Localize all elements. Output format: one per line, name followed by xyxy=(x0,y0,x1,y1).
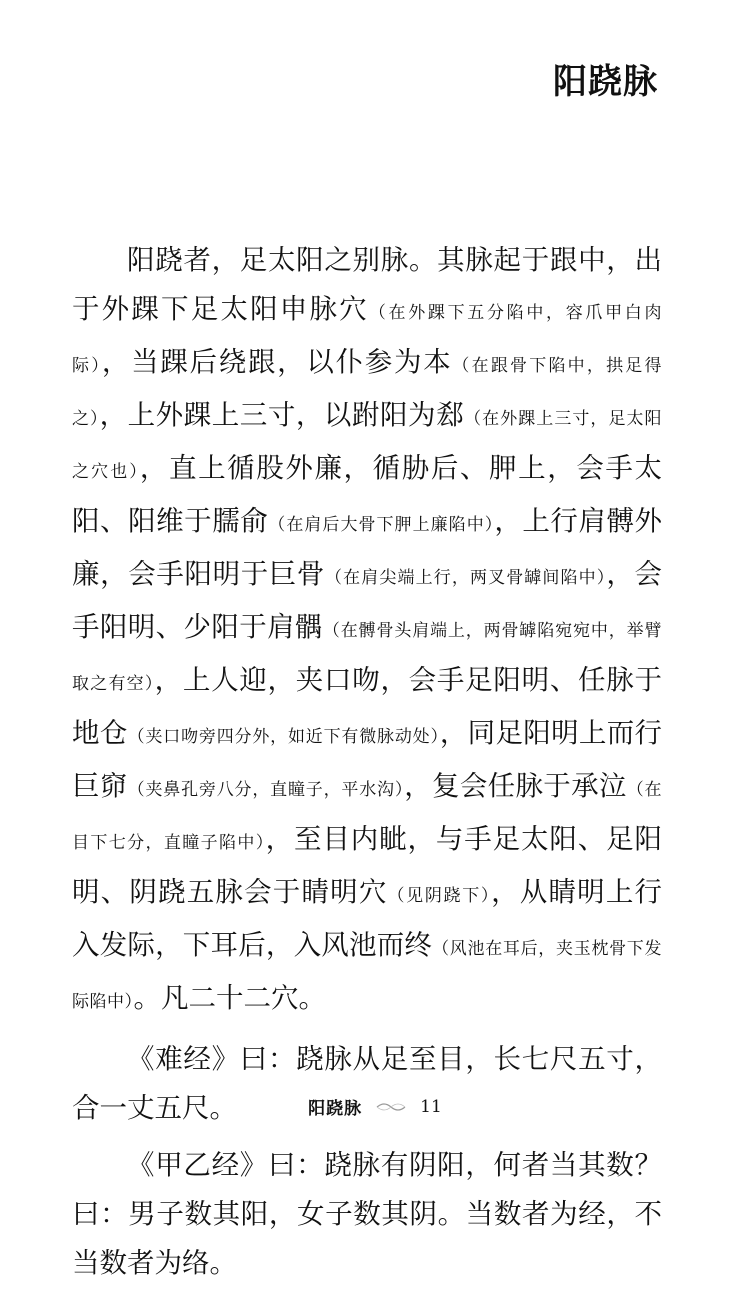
main-text-segment: 阳跷者，足太阳之别脉。其脉起于跟中，出于外踝下足太阳申脉穴 xyxy=(72,244,662,325)
annotation-note: （夹鼻孔旁八分，直瞳子，平水沟） xyxy=(127,780,405,800)
annotation-note: （在肩后大骨下胛上廉陷中） xyxy=(268,515,495,535)
running-title: 阳跷脉 xyxy=(308,1099,363,1119)
main-text-segment: ，上行肩髆外廉，会手阳明于巨骨 xyxy=(72,505,663,590)
body-text xyxy=(72,236,662,1296)
main-text-segment: ，上外踝上三寸，以跗阳为郄 xyxy=(99,399,465,431)
main-text-segment: ，从睛明上行入发际，下耳后，入风池而终 xyxy=(72,876,663,961)
main-text-segment: ，复会任脉于承泣 xyxy=(404,770,627,802)
page-number: 11 xyxy=(420,1096,442,1117)
main-text-segment: ，至目内眦，与手足太阳、足阳明、阴跷五脉会于睛明穴 xyxy=(72,823,662,908)
main-text-segment: ，直上循股外廉，循胁后、胛上，会手太阳、阳维于臑俞 xyxy=(72,452,663,537)
ornament-icon xyxy=(376,1101,406,1113)
main-text-segment: ，上人迎，夹口吻，会手足阳明、任脉于地仓 xyxy=(72,664,663,749)
annotation-note: （见阴跷下） xyxy=(387,886,492,906)
annotation-note: （风池在耳后，夹玉枕骨下发际陷中） xyxy=(72,939,663,1012)
annotation-note: （在跟骨下陷中，拱足得之） xyxy=(72,356,663,429)
annotation-note: （在外踝上三寸，足太阳之穴也） xyxy=(72,409,663,482)
paragraph-main xyxy=(72,236,662,1027)
main-text-segment: ，当踝后绕跟，以仆参为本 xyxy=(101,346,453,378)
paragraph-jiayijing: 《甲乙经》曰：跷脉有阴阳，何者当其数？曰：男子数其阳，女子数其阴。当数者为经，不当数者为络。 xyxy=(72,1149,662,1279)
annotation-note: （在肩尖端上行，两叉骨罅间陷中） xyxy=(325,568,607,588)
main-text-segment: ，会手阳明、少阳于肩髃 xyxy=(72,558,663,643)
annotation-note: （在外踝下五分陷中，容爪甲白肉际） xyxy=(72,303,662,376)
main-text-segment: 。凡二十二穴。 xyxy=(133,982,326,1014)
annotation-note: （在目下七分，直瞳子陷中） xyxy=(72,780,663,853)
main-text-segment: ，同足阳明上而行巨窌 xyxy=(72,717,663,802)
page-title: 阳跷脉 xyxy=(553,62,658,102)
annotation-note: （夹口吻旁四分外，如近下有微脉动处） xyxy=(127,727,440,747)
paragraph-nanjing: 《难经》曰：跷脉从足至目，长七尺五寸，合一丈五尺。 xyxy=(72,1043,662,1124)
page-footer xyxy=(0,1094,750,1119)
annotation-note: （在髆骨头肩端上，两骨罅陷宛宛中，举臂取之有空） xyxy=(72,621,663,694)
